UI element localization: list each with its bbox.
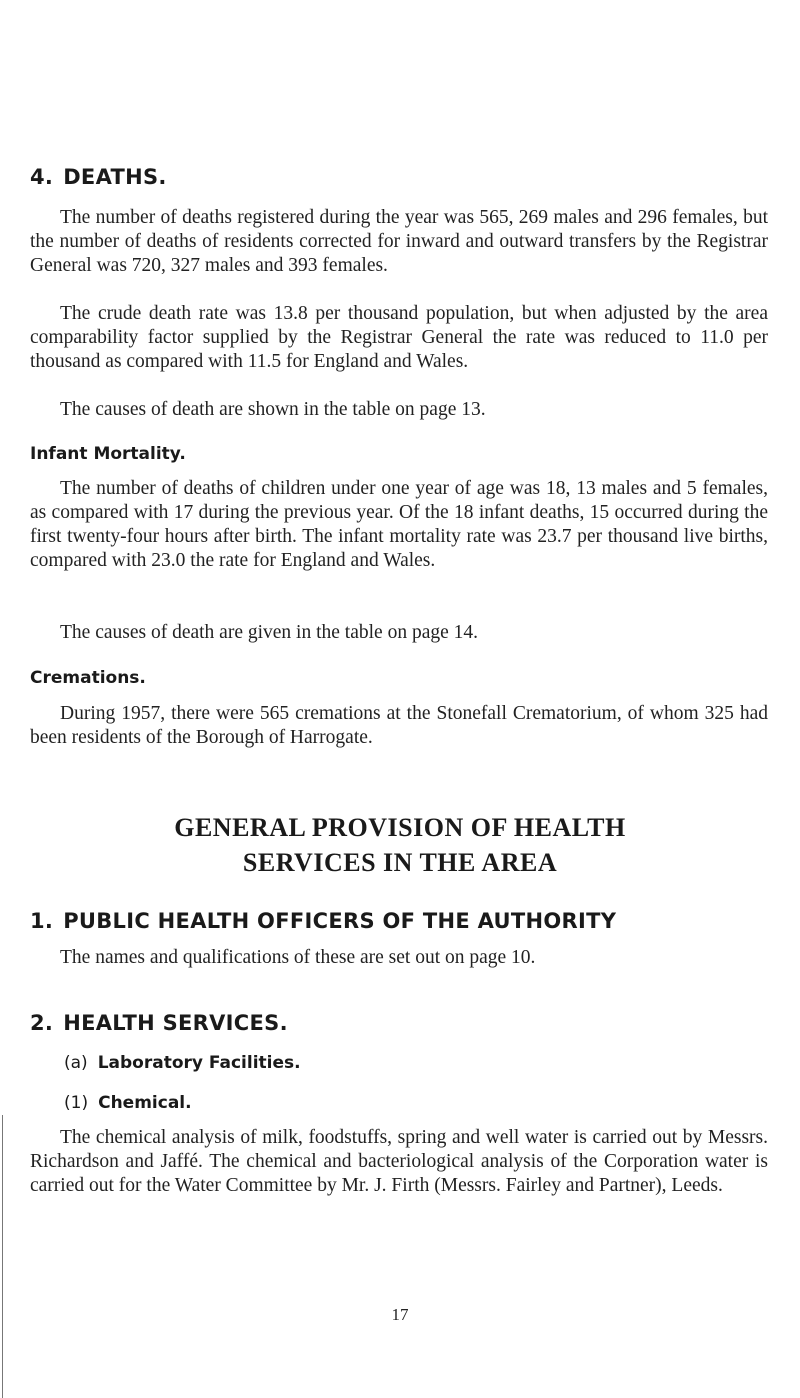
section-title: PUBLIC HEALTH OFFICERS OF THE AUTHORITY	[63, 909, 617, 933]
list-marker: (a)	[64, 1053, 88, 1073]
section-heading-public-health-officers	[30, 909, 616, 933]
section-title: HEALTH SERVICES.	[63, 1011, 288, 1035]
page-edge-line	[2, 1115, 3, 1398]
subheading-infant-mortality: Infant Mortality.	[30, 444, 186, 464]
section-number: 2.	[30, 1011, 54, 1035]
major-heading-line-1: GENERAL PROVISION OF HEALTH	[174, 813, 626, 842]
paragraph: The number of deaths registered during the year was 565, 269 males and 296 females, but the number of deaths of residents corrected for inward and outward transfers by the Registrar General was 720, 327 males and 393 females.	[30, 207, 768, 276]
paragraph: During 1957, there were 565 cremations at the Stonefall Crematorium, of whom 325 had been residents of the Borough of Harrogate.	[30, 703, 768, 748]
subheading-chemical	[64, 1093, 192, 1113]
subheading-cremations: Cremations.	[30, 668, 146, 688]
subheading-label: Laboratory Facilities.	[97, 1053, 301, 1073]
major-heading-line-2: SERVICES IN THE AREA	[242, 848, 558, 877]
section-title: DEATHS.	[63, 165, 167, 189]
paragraph: The crude death rate was 13.8 per thousand population, but when adjusted by the area comparability factor supplied by the Registrar General the rate was reduced to 11.0 per thousand as compared with 11.5 for England and Wales.	[30, 303, 768, 372]
section-heading-health-services	[30, 1011, 288, 1035]
section-number: 4.	[30, 165, 54, 189]
paragraph: The causes of death are given in the table on page 14.	[60, 622, 479, 643]
paragraph: The names and qualifications of these are set out on page 10.	[60, 947, 536, 968]
subheading-laboratory-facilities	[64, 1053, 301, 1073]
paragraph: The causes of death are shown in the table on page 13.	[60, 399, 486, 420]
section-heading-deaths	[30, 165, 167, 189]
subheading-label: Chemical.	[98, 1093, 192, 1113]
paragraph: The number of deaths of children under one year of age was 18, 13 males and 5 females, as compared with 17 during the previous year. Of the 18 infant deaths, 15 occurred during the first twenty-four hours after birth. The infant mortality rate was 23.7 per thousand live births, compared with 23.0 the rate for England and Wales.	[30, 478, 768, 571]
paragraph: The chemical analysis of milk, foodstuffs, spring and well water is carried out by Messrs. Richardson and Jaffé. The chemical and bacteriological analysis of the Corporation water is carried out for the Water Committee by Mr. J. Firth (Messrs. Fairley and Partner), Leeds.	[30, 1127, 768, 1196]
section-number: 1.	[30, 909, 54, 933]
list-marker: (1)	[64, 1093, 89, 1113]
page-number: 17	[391, 1305, 409, 1324]
